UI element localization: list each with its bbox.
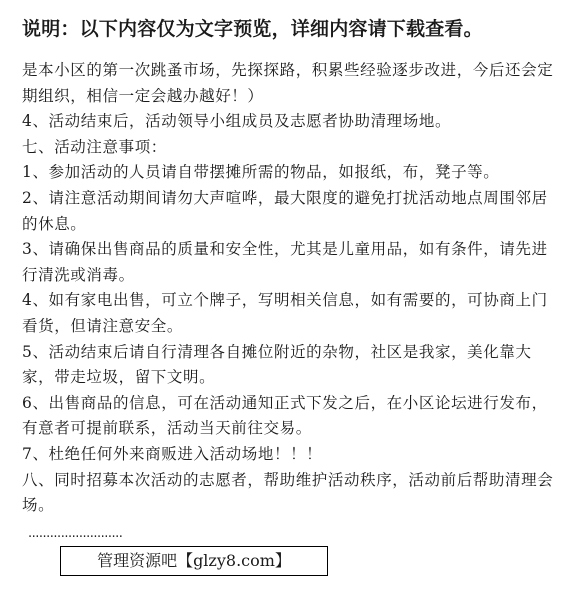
list-item: 7、杜绝任何外来商贩进入活动场地！！！ — [22, 444, 323, 463]
list-item: 4、如有家电出售，可立个牌子，写明相关信息，如有需要的，可协商上门看货，但请注意安全。 — [22, 291, 548, 335]
list-item: 2、请注意活动期间请勿大声喧哗，最大限度的避免打扰活动地点周围邻居的休息。 — [22, 188, 548, 233]
list-item: 1、参加活动的人员请自带摆摊所需的物品，如报纸，布，凳子等。 — [22, 163, 500, 182]
preview-notice: 说明：以下内容仅为文字预览，详细内容请下载查看。 — [22, 18, 483, 40]
list-item: 5、活动结束后请自行清理各自摊位附近的杂物，社区是我家，美化靠大家，带走垃圾，留下文明。 — [22, 342, 532, 387]
section-heading: 七、活动注意事项： — [22, 137, 167, 156]
dotted-separator: .......................... — [28, 526, 123, 541]
source-footer: 管理资源吧【glzy8.com】 — [60, 546, 328, 576]
list-item: 6、出售商品的信息，可在活动通知正式下发之后，在小区论坛进行发布，有意者可提前联系，活动当天前往交易。 — [22, 393, 548, 438]
section-heading: 八、同时招募本次活动的志愿者，帮助维护活动秩序，活动前后帮助清理会场。 — [22, 470, 554, 515]
list-item: 3、请确保出售商品的质量和安全性，尤其是儿童用品，如有条件，请先进行清洗或消毒。 — [22, 240, 548, 284]
paragraph: 是本小区的第一次跳蚤市场，先探探路，积累些经验逐步改进，今后还会定期组织，相信一定会越办越好！） — [22, 61, 554, 105]
document-body — [22, 58, 562, 519]
paragraph: 4、活动结束后，活动领导小组成员及志愿者协助清理场地。 — [22, 112, 452, 131]
